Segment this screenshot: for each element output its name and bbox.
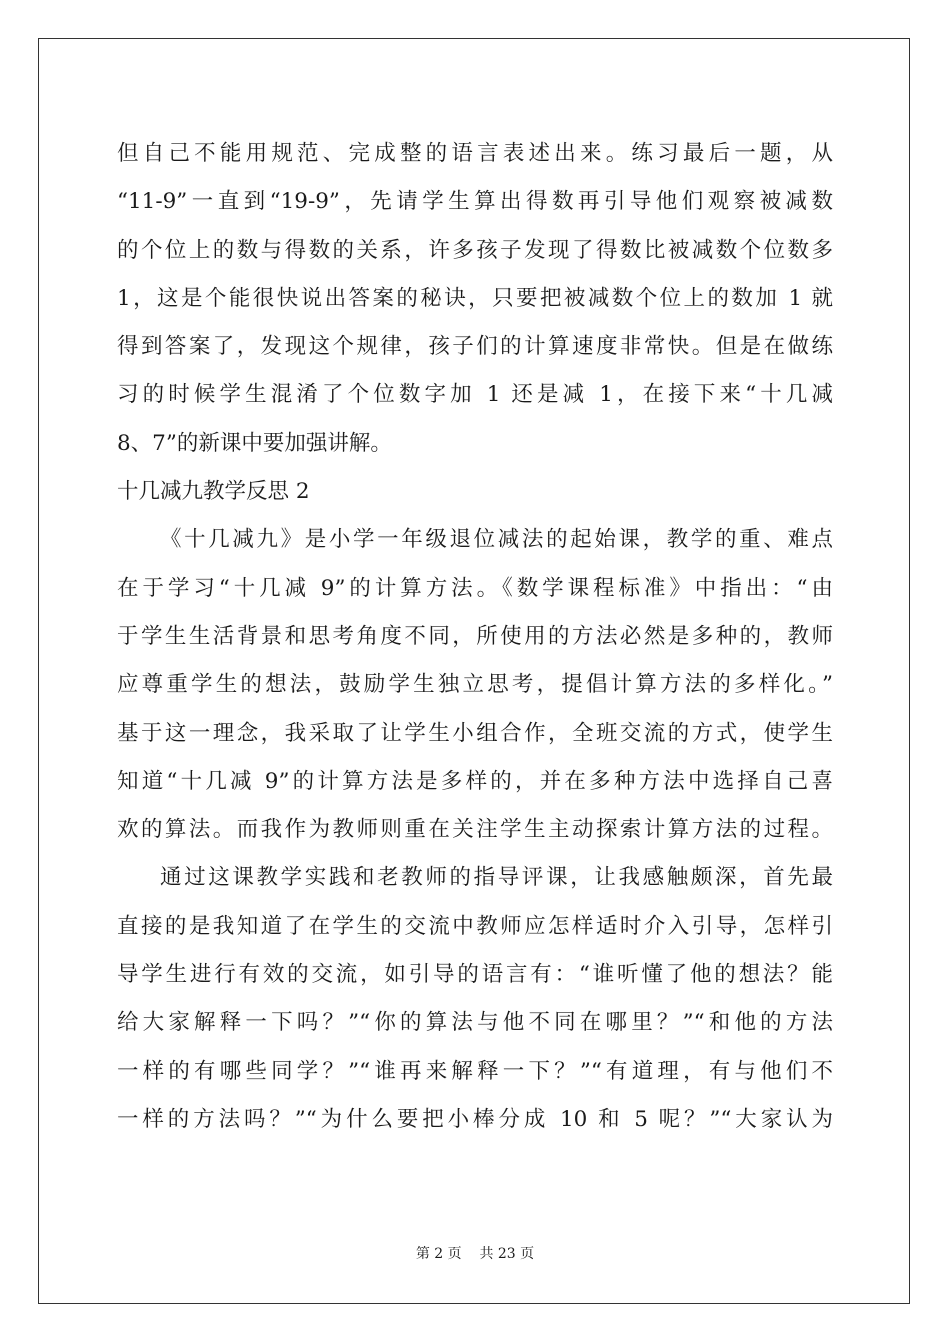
text-line: 给大家解释一下吗？”“你的算法与他不同在哪里？”“和他的方法 [117,1010,833,1036]
text-line: 8、7”的新课中要加强讲解。 [117,430,392,456]
text-line: 知道“十几减 9”的计算方法是多样的，并在多种方法中选择自己喜 [117,768,833,794]
paragraph-intro [117,516,833,854]
paragraph-continued [117,130,833,468]
paragraph-reflection [117,854,833,1144]
text-line: 导学生进行有效的交流，如引导的语言有：“谁听懂了他的想法？能 [117,962,833,988]
text-line: 但自己不能用规范、完成整的语言表述出来。练习最后一题，从 [117,141,833,166]
text-line: 的个位上的数与得数的关系，许多孩子发现了得数比被减数个位数多 [117,237,833,263]
text-line: 基于这一理念，我采取了让学生小组合作，全班交流的方式，使学生 [117,720,833,746]
text-line: 欢的算法。而我作为教师则重在关注学生主动探索计算方法的过程。 [117,817,833,843]
text-line: 通过这课教学实践和老教师的指导评课，让我感触颇深，首先最 [160,865,833,891]
text-line: 《十几减九》是小学一年级退位减法的起始课，教学的重、难点 [160,527,833,553]
page-number: 第 2 页 [415,1246,462,1262]
text-line: 习的时候学生混淆了个位数字加 1 还是减 1，在接下来“十几减 [117,382,833,408]
document-body [117,130,833,1144]
text-line: 一样的方法吗？”“为什么要把小棒分成 10 和 5 呢？”“大家认为 [117,1106,833,1132]
text-line: 直接的是我知道了在学生的交流中教师应怎样适时介入引导，怎样引 [117,913,833,939]
text-line: 于学生生活背景和思考角度不同，所使用的方法必然是多种的，教师 [117,623,833,649]
text-line: 应尊重学生的想法，鼓励学生独立思考，提倡计算方法的多样化。” [117,672,833,698]
text-line: 在于学习“十几减 9”的计算方法。《数学课程标准》中指出：“由 [117,575,833,601]
section-title: 十几减九教学反思 2 [117,479,310,505]
text-line: 1，这是个能很快说出答案的秘诀，只要把被减数个位上的数加 1 就 [117,285,833,311]
text-line: 一样的有哪些同学？”“谁再来解释一下？”“有道理，有与他们不 [117,1058,833,1084]
page-total: 共 23 页 [479,1246,535,1262]
page-footer [0,1243,950,1263]
text-line: “11-9”一直到“19-9”，先请学生算出得数再引导他们观察被减数 [117,189,833,215]
text-line: 得到答案了，发现这个规律，孩子们的计算速度非常快。但是在做练 [117,334,833,360]
